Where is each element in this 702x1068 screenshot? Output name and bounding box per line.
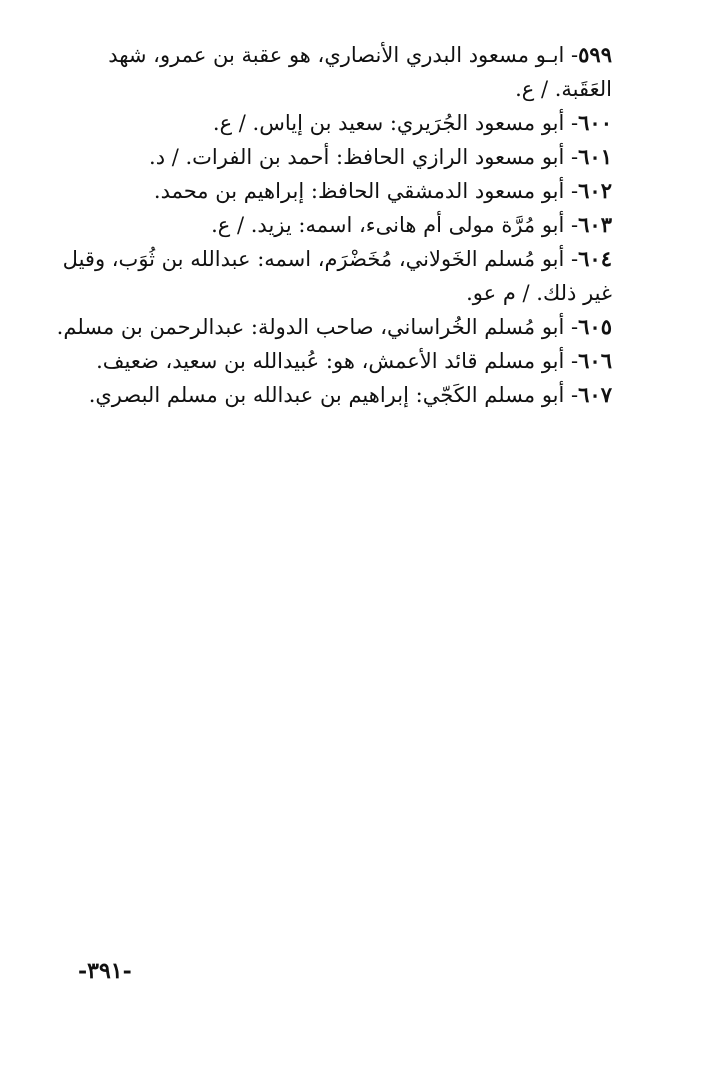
entry-dash: - <box>564 349 579 373</box>
entry-dash: - <box>564 111 579 135</box>
entry-number: ٦٠٧ <box>578 382 612 407</box>
entry-text: أبو مُسلم الخُراساني، صاحب الدولة: عبدالرحمن بن مسلم. <box>56 315 565 339</box>
entry-dash: - <box>564 315 579 339</box>
entry-607 <box>46 378 612 412</box>
page-number: -٣٩١- <box>78 958 132 984</box>
entry-dash: - <box>564 213 579 237</box>
entry-number: ٦٠٠ <box>578 110 612 135</box>
entry-dash: - <box>564 383 579 407</box>
entry-603 <box>46 208 612 242</box>
entry-text: أبو مُرَّة مولى أم هانىء، اسمه: يزيد. / ع. <box>211 213 565 237</box>
entry-number: ٦٠٦ <box>578 348 612 373</box>
entry-number: ٦٠٢ <box>578 178 612 203</box>
entry-text: أبو مسلم قائد الأعمش، هو: عُبيدالله بن سعيد، ضعيف. <box>96 349 565 373</box>
entry-text: ابـو مسعود البدري الأنصاري، هو عقبة بن عمرو، شهد العَقَبة. / ع. <box>108 43 612 101</box>
entry-text: أبو مسعود الرازي الحافظ: أحمد بن الفرات. / د. <box>149 145 565 169</box>
entry-list <box>46 38 612 412</box>
entry-602 <box>46 174 612 208</box>
entry-606 <box>46 344 612 378</box>
entry-dash: - <box>564 247 579 271</box>
entry-dash: - <box>564 179 579 203</box>
entry-text: أبو مسعود الدمشقي الحافظ: إبراهيم بن محمد. <box>153 179 565 203</box>
entry-text: أبو مسلم الكَجّي: إبراهيم بن عبدالله بن مسلم البصري. <box>88 383 565 407</box>
entry-605 <box>46 310 612 344</box>
entry-599 <box>46 38 612 106</box>
entry-601 <box>46 140 612 174</box>
entry-number: ٦٠٥ <box>578 314 612 339</box>
entry-text: أبو مسعود الجُرَيري: سعيد بن إياس. / ع. <box>212 111 565 135</box>
entry-600 <box>46 106 612 140</box>
entry-text: أبو مُسلم الخَولاني، مُخَضْرَم، اسمه: عبدالله بن ثُوَب، وقيل غير ذلك. / م عو. <box>62 247 612 305</box>
entry-dash: - <box>564 43 579 67</box>
entry-number: ٦٠٣ <box>578 212 612 237</box>
entry-604 <box>46 242 612 310</box>
entry-dash: - <box>564 145 579 169</box>
entry-number: ٥٩٩ <box>578 42 612 67</box>
entry-number: ٦٠١ <box>578 144 612 169</box>
entry-number: ٦٠٤ <box>578 246 612 271</box>
